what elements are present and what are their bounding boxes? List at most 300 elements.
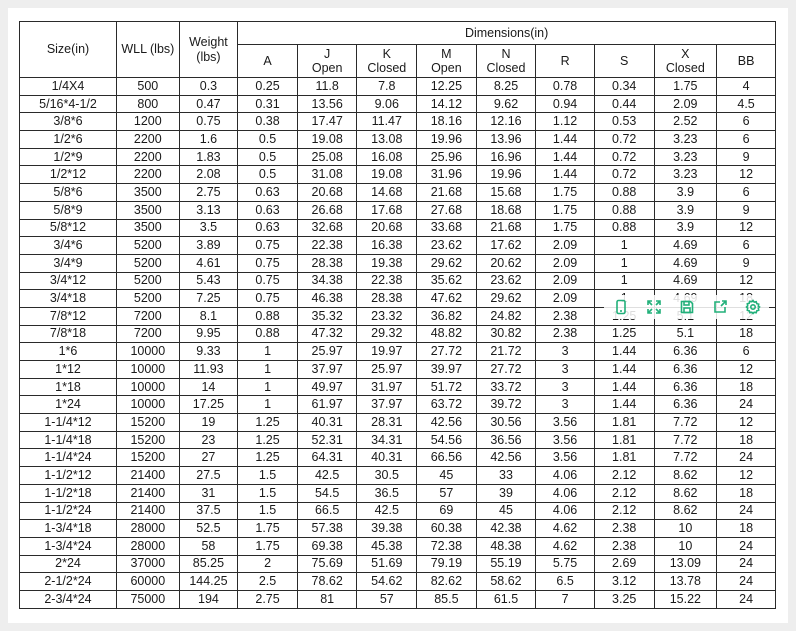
- cell-dim-r: 3: [536, 378, 595, 396]
- cell-dim-r: 2.09: [536, 237, 595, 255]
- table-row: [20, 184, 776, 202]
- cell-dim-n: 19.96: [476, 166, 536, 184]
- cell-dim-a: 0.88: [238, 307, 298, 325]
- cell-weight: 4.61: [179, 254, 238, 272]
- cell-dim-s: 1.25: [594, 325, 654, 343]
- cell-dim-bb: 12: [717, 361, 776, 379]
- cell-dim-bb: 6: [717, 237, 776, 255]
- cell-dim-x: 8.62: [654, 467, 717, 485]
- cell-dim-bb: 12: [717, 272, 776, 290]
- expand-icon[interactable]: [637, 295, 670, 319]
- cell-dim-k: 28.31: [357, 414, 417, 432]
- cell-dim-a: 1.5: [238, 502, 298, 520]
- header-dim-r: [536, 45, 595, 78]
- cell-size: 7/8*12: [20, 307, 117, 325]
- cell-dim-x: 8.62: [654, 502, 717, 520]
- table-row: [20, 131, 776, 149]
- cell-dim-k: 51.69: [357, 555, 417, 573]
- cell-dim-m: 36.82: [417, 307, 477, 325]
- header-dim-letter: BB: [737, 54, 755, 68]
- cell-dim-bb: 4.5: [717, 95, 776, 113]
- cell-dim-j: 66.5: [297, 502, 357, 520]
- cell-dim-a: 1.5: [238, 467, 298, 485]
- cell-dim-n: 16.96: [476, 148, 536, 166]
- cell-wll: 7200: [117, 307, 180, 325]
- cell-weight: 52.5: [179, 520, 238, 538]
- cell-dim-m: 85.5: [417, 590, 477, 608]
- cell-dim-s: 1: [594, 237, 654, 255]
- table-row: [20, 78, 776, 96]
- cell-dim-a: 0.75: [238, 254, 298, 272]
- cell-dim-j: 57.38: [297, 520, 357, 538]
- cell-dim-n: 42.56: [476, 449, 536, 467]
- cell-wll: 2200: [117, 131, 180, 149]
- cell-dim-r: 1.44: [536, 131, 595, 149]
- cell-dim-a: 1.25: [238, 414, 298, 432]
- cell-dim-bb: 6: [717, 184, 776, 202]
- cell-weight: 9.33: [179, 343, 238, 361]
- cell-wll: 800: [117, 95, 180, 113]
- cell-dim-r: 2.09: [536, 290, 595, 308]
- cell-dim-bb: 24: [717, 573, 776, 591]
- cell-dim-bb: 9: [717, 148, 776, 166]
- table-row: [20, 431, 776, 449]
- cell-dim-r: 1.75: [536, 201, 595, 219]
- cell-dim-j: 61.97: [297, 396, 357, 414]
- cell-wll: 2200: [117, 166, 180, 184]
- cell-dim-m: 27.68: [417, 201, 477, 219]
- table-row: [20, 484, 776, 502]
- cell-dim-m: 63.72: [417, 396, 477, 414]
- cell-dim-k: 11.47: [357, 113, 417, 131]
- cell-dim-a: 2.5: [238, 573, 298, 591]
- cell-dim-k: 9.06: [357, 95, 417, 113]
- table-row: [20, 449, 776, 467]
- cell-dim-k: 22.38: [357, 272, 417, 290]
- cell-dim-n: 45: [476, 502, 536, 520]
- cell-dim-n: 30.82: [476, 325, 536, 343]
- cell-dim-j: 78.62: [297, 573, 357, 591]
- cell-wll: 2200: [117, 148, 180, 166]
- cell-dim-a: 1: [238, 343, 298, 361]
- cell-dim-x: 2.52: [654, 113, 717, 131]
- cell-dim-r: 2.38: [536, 325, 595, 343]
- table-row: [20, 113, 776, 131]
- cell-dim-m: 35.62: [417, 272, 477, 290]
- cell-dim-n: 9.62: [476, 95, 536, 113]
- cell-size: 2-1/2*24: [20, 573, 117, 591]
- cell-dim-j: 34.38: [297, 272, 357, 290]
- cell-weight: 37.5: [179, 502, 238, 520]
- cell-dim-m: 47.62: [417, 290, 477, 308]
- cell-dim-x: 4.69: [654, 237, 717, 255]
- cell-dim-bb: 6: [717, 131, 776, 149]
- cell-dim-k: 37.97: [357, 396, 417, 414]
- cell-dim-s: 3.12: [594, 573, 654, 591]
- header-dim-m: [417, 45, 477, 78]
- table-row: [20, 378, 776, 396]
- table-row: [20, 520, 776, 538]
- header-dim-a: [238, 45, 298, 78]
- cell-dim-k: 16.38: [357, 237, 417, 255]
- cell-dim-x: 3.9: [654, 201, 717, 219]
- cell-weight: 27.5: [179, 467, 238, 485]
- table-row: [20, 555, 776, 573]
- header-dim-j: [297, 45, 357, 78]
- header-dim-letter: R: [560, 54, 570, 68]
- cell-dim-bb: 6: [717, 113, 776, 131]
- cell-dim-s: 1.44: [594, 396, 654, 414]
- share-icon[interactable]: [703, 295, 736, 319]
- cell-dim-n: 33.72: [476, 378, 536, 396]
- cell-dim-bb: 18: [717, 325, 776, 343]
- cell-dim-k: 34.31: [357, 431, 417, 449]
- cell-dim-j: 17.47: [297, 113, 357, 131]
- cell-dim-n: 21.68: [476, 219, 536, 237]
- cell-dim-s: 0.44: [594, 95, 654, 113]
- cell-dim-x: 13.78: [654, 573, 717, 591]
- cell-size: 5/8*12: [20, 219, 117, 237]
- header-dim-bb: [717, 45, 776, 78]
- cell-weight: 0.75: [179, 113, 238, 131]
- cell-wll: 5200: [117, 254, 180, 272]
- cell-dim-s: 1.81: [594, 449, 654, 467]
- header-wll: WLL (lbs): [117, 22, 180, 78]
- cell-weight: 2.75: [179, 184, 238, 202]
- cell-dim-r: 0.78: [536, 78, 595, 96]
- cell-dim-x: 6.36: [654, 343, 717, 361]
- cell-wll: 10000: [117, 396, 180, 414]
- header-dim-qualifier: Open: [311, 61, 343, 75]
- cell-weight: 11.93: [179, 361, 238, 379]
- cell-dim-j: 22.38: [297, 237, 357, 255]
- cell-dim-m: 72.38: [417, 537, 477, 555]
- cell-dim-x: 1.75: [654, 78, 717, 96]
- cell-wll: 21400: [117, 467, 180, 485]
- cell-size: 3/8*6: [20, 113, 117, 131]
- cell-weight: 7.25: [179, 290, 238, 308]
- cell-dim-k: 23.32: [357, 307, 417, 325]
- cell-dim-r: 2.09: [536, 254, 595, 272]
- cell-dim-r: 3: [536, 343, 595, 361]
- cell-dim-x: 7.72: [654, 449, 717, 467]
- cell-dim-n: 18.68: [476, 201, 536, 219]
- header-dim-letter: J: [324, 47, 331, 61]
- cell-dim-x: 4.69: [654, 254, 717, 272]
- cell-dim-bb: 12: [717, 166, 776, 184]
- cell-dim-n: 61.5: [476, 590, 536, 608]
- cell-dim-bb: 12: [717, 467, 776, 485]
- cell-dim-x: 5.1: [654, 325, 717, 343]
- header-dim-k: [357, 45, 417, 78]
- cell-dim-s: 1.44: [594, 361, 654, 379]
- cell-weight: 1.6: [179, 131, 238, 149]
- cell-dim-k: 42.5: [357, 502, 417, 520]
- cell-dim-r: 1.75: [536, 219, 595, 237]
- cell-dim-a: 1.25: [238, 449, 298, 467]
- cell-dim-bb: 9: [717, 254, 776, 272]
- header-dim-letter: M: [441, 47, 452, 61]
- save-icon[interactable]: [670, 295, 703, 319]
- cell-dim-a: 1: [238, 378, 298, 396]
- cell-size: 1-1/4*12: [20, 414, 117, 432]
- cell-dim-k: 39.38: [357, 520, 417, 538]
- cell-dim-a: 0.63: [238, 219, 298, 237]
- cell-dim-j: 46.38: [297, 290, 357, 308]
- cell-dim-s: 0.72: [594, 148, 654, 166]
- cell-dim-j: 75.69: [297, 555, 357, 573]
- cell-dim-m: 51.72: [417, 378, 477, 396]
- cell-weight: 0.47: [179, 95, 238, 113]
- cell-dim-r: 1.44: [536, 148, 595, 166]
- cell-dim-n: 15.68: [476, 184, 536, 202]
- cell-size: 1/2*9: [20, 148, 117, 166]
- header-weight-top: Weight: [189, 34, 228, 49]
- cell-dim-a: 0.88: [238, 325, 298, 343]
- cell-dim-s: 0.88: [594, 184, 654, 202]
- cell-dim-n: 39: [476, 484, 536, 502]
- cell-dim-x: 3.9: [654, 184, 717, 202]
- cell-size: 1-1/4*18: [20, 431, 117, 449]
- cell-dim-n: 27.72: [476, 361, 536, 379]
- cell-dim-n: 12.16: [476, 113, 536, 131]
- cell-dim-bb: 24: [717, 537, 776, 555]
- cell-dim-j: 32.68: [297, 219, 357, 237]
- floating-toolbar: [604, 295, 769, 319]
- cell-weight: 144.25: [179, 573, 238, 591]
- cell-dim-m: 27.72: [417, 343, 477, 361]
- cell-dim-n: 30.56: [476, 414, 536, 432]
- cell-dim-bb: 24: [717, 396, 776, 414]
- cell-wll: 21400: [117, 502, 180, 520]
- cell-dim-bb: 24: [717, 590, 776, 608]
- cell-dim-r: 1.44: [536, 166, 595, 184]
- cell-dim-x: 3.23: [654, 166, 717, 184]
- cell-size: 3/4*12: [20, 272, 117, 290]
- cell-size: 2-3/4*24: [20, 590, 117, 608]
- cell-dim-s: 1: [594, 272, 654, 290]
- cell-wll: 500: [117, 78, 180, 96]
- cell-dim-r: 4.62: [536, 537, 595, 555]
- cell-dim-k: 16.08: [357, 148, 417, 166]
- cell-dim-m: 79.19: [417, 555, 477, 573]
- cell-dim-k: 17.68: [357, 201, 417, 219]
- cell-dim-k: 20.68: [357, 219, 417, 237]
- cell-size: 1/2*12: [20, 166, 117, 184]
- cell-dim-j: 47.32: [297, 325, 357, 343]
- cell-dim-s: 2.38: [594, 537, 654, 555]
- cell-dim-j: 20.68: [297, 184, 357, 202]
- cell-dim-r: 2.09: [536, 272, 595, 290]
- cell-dim-j: 31.08: [297, 166, 357, 184]
- cell-size: 5/8*9: [20, 201, 117, 219]
- cell-dim-j: 52.31: [297, 431, 357, 449]
- cell-dim-a: 1.25: [238, 431, 298, 449]
- cell-dim-j: 54.5: [297, 484, 357, 502]
- cell-dim-s: 2.12: [594, 467, 654, 485]
- cell-weight: 3.13: [179, 201, 238, 219]
- cell-dim-bb: 18: [717, 378, 776, 396]
- cell-weight: 8.1: [179, 307, 238, 325]
- cell-dim-r: 4.62: [536, 520, 595, 538]
- cell-weight: 2.08: [179, 166, 238, 184]
- table-row: [20, 590, 776, 608]
- table-row: [20, 537, 776, 555]
- cell-wll: 10000: [117, 343, 180, 361]
- cell-dim-x: 10: [654, 537, 717, 555]
- cell-dim-bb: 4: [717, 78, 776, 96]
- cell-dim-r: 4.06: [536, 467, 595, 485]
- cell-dim-bb: 18: [717, 520, 776, 538]
- cell-dim-s: 2.12: [594, 484, 654, 502]
- cell-wll: 21400: [117, 484, 180, 502]
- table-row: [20, 343, 776, 361]
- cell-dim-k: 19.97: [357, 343, 417, 361]
- cell-dim-x: 4.69: [654, 272, 717, 290]
- header-dim-x: [654, 45, 717, 78]
- cell-dim-n: 39.72: [476, 396, 536, 414]
- cell-size: 1-1/2*18: [20, 484, 117, 502]
- cell-wll: 15200: [117, 431, 180, 449]
- cell-size: 1/2*6: [20, 131, 117, 149]
- cell-dim-j: 49.97: [297, 378, 357, 396]
- cell-dim-r: 5.75: [536, 555, 595, 573]
- header-dim-n: [476, 45, 536, 78]
- cell-dim-a: 2.75: [238, 590, 298, 608]
- cell-dim-bb: 6: [717, 343, 776, 361]
- cell-weight: 19: [179, 414, 238, 432]
- cell-dim-n: 24.82: [476, 307, 536, 325]
- cell-dim-a: 1.5: [238, 484, 298, 502]
- header-dim-qualifier: Open: [431, 61, 462, 75]
- table-row: [20, 219, 776, 237]
- cell-wll: 75000: [117, 590, 180, 608]
- cell-dim-m: 54.56: [417, 431, 477, 449]
- cell-dim-r: 3.56: [536, 449, 595, 467]
- cell-dim-a: 0.5: [238, 131, 298, 149]
- cell-size: 1-1/2*24: [20, 502, 117, 520]
- header-dim-qualifier: Closed: [665, 61, 705, 75]
- cell-wll: 60000: [117, 573, 180, 591]
- cell-dim-n: 42.38: [476, 520, 536, 538]
- cell-dim-j: 25.97: [297, 343, 357, 361]
- cell-weight: 1.83: [179, 148, 238, 166]
- cell-dim-x: 7.72: [654, 414, 717, 432]
- settings-icon[interactable]: [736, 295, 769, 319]
- cell-dim-r: 4.06: [536, 502, 595, 520]
- cell-dim-j: 25.08: [297, 148, 357, 166]
- cell-dim-s: 1: [594, 254, 654, 272]
- cell-dim-x: 3.23: [654, 148, 717, 166]
- table-row: [20, 272, 776, 290]
- cell-dim-a: 0.75: [238, 290, 298, 308]
- header-dim-letter: N: [501, 47, 511, 61]
- cell-dim-m: 31.96: [417, 166, 477, 184]
- cell-weight: 3.89: [179, 237, 238, 255]
- cell-dim-a: 0.63: [238, 201, 298, 219]
- cell-dim-j: 19.08: [297, 131, 357, 149]
- cell-dim-s: 0.53: [594, 113, 654, 131]
- cell-weight: 27: [179, 449, 238, 467]
- cell-dim-bb: 18: [717, 484, 776, 502]
- cell-dim-k: 7.8: [357, 78, 417, 96]
- cell-weight: 9.95: [179, 325, 238, 343]
- table-row: [20, 414, 776, 432]
- cell-dim-r: 3.56: [536, 431, 595, 449]
- cell-dim-r: 1.75: [536, 184, 595, 202]
- cell-dim-k: 30.5: [357, 467, 417, 485]
- table-row: [20, 201, 776, 219]
- cell-dim-m: 42.56: [417, 414, 477, 432]
- cell-dim-a: 1: [238, 361, 298, 379]
- cell-dim-r: 1.12: [536, 113, 595, 131]
- cell-dim-x: 15.22: [654, 590, 717, 608]
- cell-size: 3/4*6: [20, 237, 117, 255]
- table-row: [20, 237, 776, 255]
- cell-dim-m: 69: [417, 502, 477, 520]
- table-row: [20, 254, 776, 272]
- cell-size: 1*18: [20, 378, 117, 396]
- cell-wll: 28000: [117, 537, 180, 555]
- cell-dim-j: 28.38: [297, 254, 357, 272]
- cell-dim-k: 40.31: [357, 449, 417, 467]
- cell-dim-n: 13.96: [476, 131, 536, 149]
- cell-dim-r: 4.06: [536, 484, 595, 502]
- cell-size: 2*24: [20, 555, 117, 573]
- cell-dim-s: 0.72: [594, 166, 654, 184]
- cell-wll: 3500: [117, 219, 180, 237]
- cell-dim-s: 3.25: [594, 590, 654, 608]
- cell-dim-n: 55.19: [476, 555, 536, 573]
- cell-weight: 5.43: [179, 272, 238, 290]
- table-row: [20, 573, 776, 591]
- cell-dim-k: 57: [357, 590, 417, 608]
- cell-dim-bb: 18: [717, 431, 776, 449]
- cell-dim-n: 8.25: [476, 78, 536, 96]
- cell-dim-m: 66.56: [417, 449, 477, 467]
- cell-dim-k: 19.38: [357, 254, 417, 272]
- cell-dim-m: 57: [417, 484, 477, 502]
- cell-wll: 10000: [117, 378, 180, 396]
- cell-dim-r: 3: [536, 396, 595, 414]
- cell-dim-k: 36.5: [357, 484, 417, 502]
- phone-icon[interactable]: [604, 295, 637, 319]
- cell-dim-r: 6.5: [536, 573, 595, 591]
- cell-size: 1/4X4: [20, 78, 117, 96]
- cell-dim-m: 18.16: [417, 113, 477, 131]
- table-row: [20, 166, 776, 184]
- cell-wll: 3500: [117, 184, 180, 202]
- cell-dim-n: 21.72: [476, 343, 536, 361]
- cell-dim-a: 0.31: [238, 95, 298, 113]
- cell-size: 3/4*9: [20, 254, 117, 272]
- cell-dim-x: 6.36: [654, 361, 717, 379]
- cell-dim-x: 7.72: [654, 431, 717, 449]
- header-dim-letter: X: [681, 47, 690, 61]
- cell-wll: 10000: [117, 361, 180, 379]
- cell-dim-k: 28.38: [357, 290, 417, 308]
- cell-dim-bb: 24: [717, 449, 776, 467]
- cell-dim-s: 0.88: [594, 201, 654, 219]
- table-row: [20, 148, 776, 166]
- cell-dim-m: 60.38: [417, 520, 477, 538]
- cell-dim-a: 0.38: [238, 113, 298, 131]
- cell-weight: 17.25: [179, 396, 238, 414]
- cell-dim-bb: 24: [717, 502, 776, 520]
- cell-dim-m: 14.12: [417, 95, 477, 113]
- cell-weight: 194: [179, 590, 238, 608]
- cell-dim-j: 69.38: [297, 537, 357, 555]
